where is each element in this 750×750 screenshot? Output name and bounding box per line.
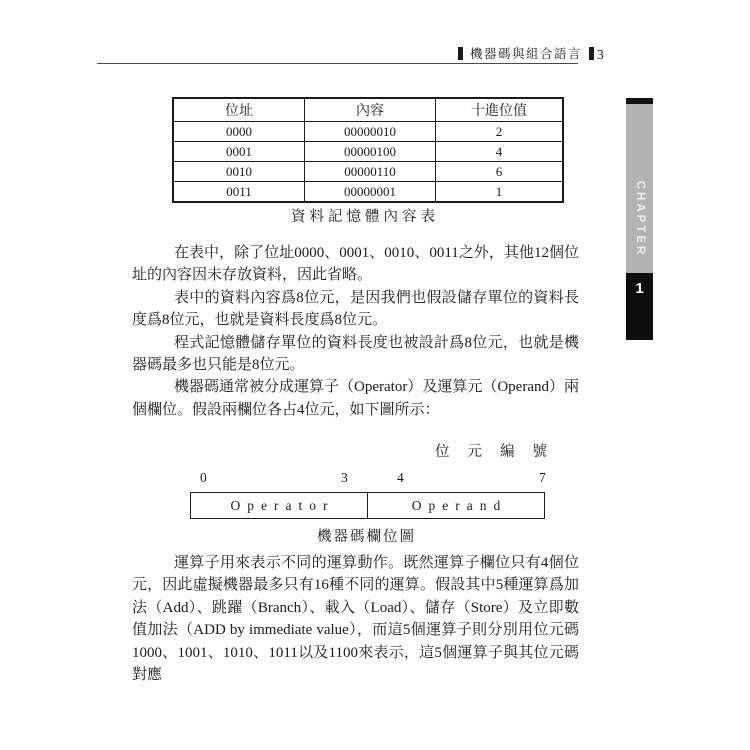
table-row	[173, 182, 563, 203]
bit-number-axis-label: 位元編號	[435, 444, 565, 460]
header-bar-icon	[589, 47, 594, 60]
column-header-decimal: 十進位值	[436, 98, 564, 122]
bit-number-7: 7	[539, 470, 546, 485]
table-row	[173, 122, 563, 142]
operand-field: Operand	[411, 497, 508, 513]
bit-field-diagram	[190, 440, 565, 548]
chapter-tab-gray-block	[626, 104, 653, 273]
cell-decimal: 6	[436, 162, 564, 182]
paragraph: 運算子用來表示不同的運算動作。既然運算子欄位只有4個位元，因此虛擬機器最多只有16種不同的運算。假設其中5種運算爲加法（Add）、跳躍（Branch）、載入（Load）、儲存（Store）及立即數值加法（ADD by immediate value），而這5個運算子則分別用位元碼1000、1001、1010、1011以及1100來表示，這5個運算子與其位元碼對應	[132, 555, 579, 684]
paragraph: 表中的資料內容爲8位元，是因我們也假設儲存單位的資料長度爲8位元，也就是資料長度爲8位元。	[132, 289, 579, 329]
table-caption: 資料記憶體內容表	[291, 209, 439, 225]
paragraph: 在表中，除了位址0000、0001、0010、0011之外，其他12個位址的內容因未存放資料，因此省略。	[132, 245, 579, 284]
cell-content: 00000100	[305, 142, 436, 162]
column-header-content: 內容	[305, 98, 436, 122]
cell-address: 0001	[173, 142, 305, 162]
chapter-label: CHAPTER	[633, 180, 646, 258]
cell-decimal: 2	[436, 122, 564, 142]
operator-field: Operator	[191, 493, 368, 518]
column-header-address: 位址	[173, 98, 305, 122]
table-row	[173, 162, 563, 182]
machine-code-field-box	[190, 492, 545, 519]
cell-address: 0010	[173, 162, 305, 182]
paragraph: 機器碼通常被分成運算子（Operator）及運算元（Operand）兩個欄位。假設兩欄位各占4位元，如下圖所示：	[132, 379, 579, 418]
bit-number-0: 0	[200, 470, 207, 485]
cell-decimal: 1	[436, 182, 564, 203]
table-header-row	[173, 98, 563, 122]
cell-content: 00000001	[305, 182, 436, 203]
header-rule	[97, 63, 578, 64]
cell-decimal: 4	[436, 142, 564, 162]
chapter-tab	[626, 98, 653, 340]
diagram-caption: 機器碼欄位圖	[317, 529, 416, 545]
bit-number-3: 3	[341, 470, 348, 485]
cell-content: 00000010	[305, 122, 436, 142]
table-row	[173, 142, 563, 162]
body-text-block	[132, 242, 579, 421]
header-bar-icon	[458, 47, 463, 60]
paragraph: 程式記憶體儲存單位的資料長度也被設計爲8位元，也就是機器碼最多也只能是8位元。	[132, 334, 579, 374]
running-header-title: 機器碼與組合語言	[470, 47, 583, 61]
chapter-number: 1	[626, 273, 653, 340]
running-header	[458, 46, 594, 60]
body-text-block	[132, 552, 579, 686]
bit-number-4: 4	[397, 470, 404, 485]
cell-address: 0000	[173, 122, 305, 142]
cell-content: 00000110	[305, 162, 436, 182]
cell-address: 0011	[173, 182, 305, 203]
data-memory-table	[172, 97, 564, 203]
page-number: 3	[597, 47, 604, 62]
